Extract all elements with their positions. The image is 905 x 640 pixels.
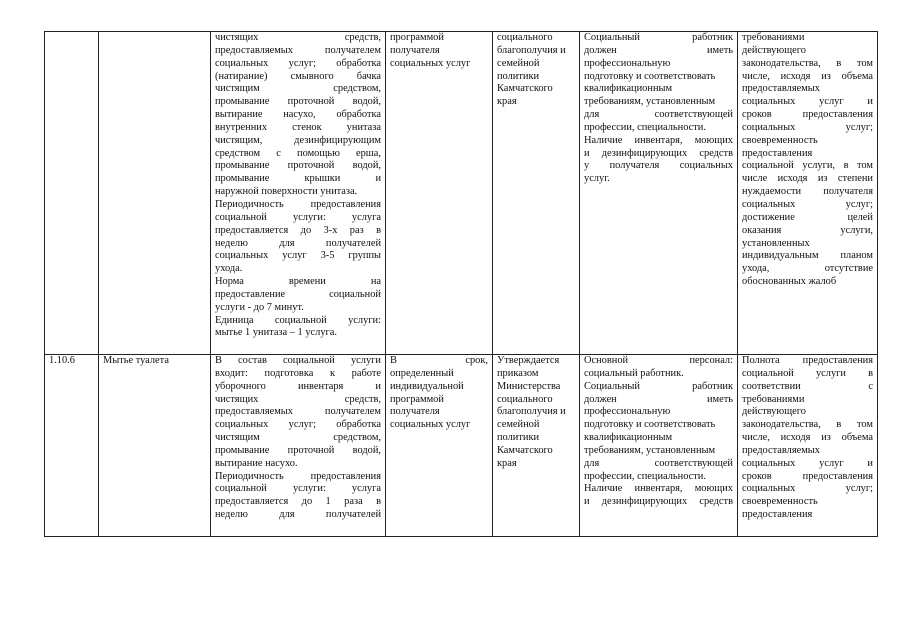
cell-text-line: чистящим средством, — [215, 83, 381, 95]
cell-text-line: действующего — [742, 44, 806, 56]
cell-text-line: профессиональную — [584, 406, 671, 418]
cell-text-line: предоставляемых — [742, 444, 820, 456]
cell-text-line: программой — [390, 32, 444, 43]
cell-text-line: социальной услуги: услуга — [215, 211, 381, 223]
cell-text-line: социальных услуг; — [742, 198, 873, 210]
cell-text-line: вытирание насухо, обработка — [215, 109, 381, 121]
cell-text-line: социальных услуг; обработка — [215, 57, 381, 69]
quality-indicators-cell — [738, 355, 878, 537]
table-row — [45, 32, 878, 355]
cell-text-line: Наличие инвентаря, моющих — [584, 483, 733, 495]
cell-text-line: Наличие инвентаря, моющих — [584, 134, 733, 146]
cell-text-line: требованиям, установленным — [584, 444, 716, 456]
cell-text-line: предоставляется до 3-х раз в — [215, 224, 381, 236]
cell-text-line: благополучия и — [497, 406, 566, 418]
cell-text-line: законодательства, в том — [742, 419, 873, 431]
cell-text-line: Полнота предоставления — [742, 355, 873, 366]
cell-text-line: требованиям, установленным — [584, 96, 716, 108]
cell-text-line: приказом — [497, 367, 539, 379]
cell-text-line: числе, исходя из объема — [742, 70, 873, 82]
cell-text-line: программой — [390, 393, 444, 405]
cell-text-line: Норма времени на — [215, 276, 381, 288]
cell-text-line: установленных — [742, 237, 810, 249]
cell-text-line: социальных услуг; — [742, 483, 873, 495]
cell-text-line: достижение целей — [742, 211, 873, 223]
cell-text-line: наружной поверхности унитаза. — [215, 186, 358, 198]
tariff-approval-cell — [493, 355, 580, 537]
cell-text-line: семейной — [497, 57, 540, 69]
cell-text-line: чистящих средств, — [215, 393, 381, 405]
cell-text-line: средством с помощью ерша, — [215, 147, 381, 159]
service-name: Мытье туалета — [103, 355, 169, 366]
service-number-cell — [45, 32, 99, 355]
cell-text-line: получателя — [390, 44, 440, 56]
cell-text-line: социальных услуг — [390, 57, 471, 69]
cell-text-line: предоставление социальной — [215, 288, 381, 300]
service-number-cell — [45, 355, 99, 537]
cell-text-line: нуждаемости получателя — [742, 186, 873, 198]
cell-text-line: Единица социальной услуги: — [215, 314, 381, 326]
cell-text-line: Министерства — [497, 380, 561, 392]
service-conditions-cell — [580, 355, 738, 537]
cell-text-line: Социальный работник — [584, 32, 733, 43]
cell-text-line: политики — [497, 432, 540, 444]
cell-text-line: своевременность — [742, 496, 818, 508]
service-content-cell — [211, 355, 386, 537]
cell-text-line: и дезинфицирующих средств — [584, 147, 733, 159]
cell-text-line: социальной услуги, в том — [742, 160, 873, 172]
cell-text-line: политики — [497, 70, 540, 82]
cell-text-line: должен иметь — [584, 393, 733, 405]
tariff-approval-cell — [493, 32, 580, 355]
cell-text-line: семейной — [497, 419, 540, 431]
service-number: 1.10.6 — [49, 355, 75, 366]
cell-text-line: края — [497, 457, 517, 469]
cell-text-line: для соответствующей — [584, 457, 733, 469]
cell-text-line: социальных услуг; обработка — [215, 419, 381, 431]
cell-text-line: промывание крышки и — [215, 173, 381, 185]
cell-text-line: чистящим средством, — [215, 432, 381, 444]
cell-text-line: чистящим, дезинфицирующим — [215, 134, 381, 146]
cell-text-line: должен иметь — [584, 44, 733, 56]
cell-text-line: (натирание) смывного бачка — [215, 70, 381, 82]
cell-text-line: социальных услуг — [390, 419, 471, 431]
cell-text-line: неделю для получателей — [215, 237, 381, 249]
service-standards-table — [44, 31, 878, 537]
cell-text-line: социального — [497, 393, 553, 405]
cell-text-line: В срок, — [390, 355, 488, 366]
cell-text-line: предоставления — [742, 509, 813, 521]
cell-text-line: вытирание насухо. — [215, 457, 298, 469]
cell-text-line: социальной услуги в — [742, 367, 873, 379]
table-row — [45, 355, 878, 537]
cell-text-line: социального — [497, 32, 553, 43]
cell-text-line: получателя — [390, 406, 440, 418]
cell-text-line: оказания услуги, — [742, 224, 873, 236]
cell-text-line: промывание проточной водой, — [215, 96, 381, 108]
service-name-cell — [99, 32, 211, 355]
service-content-cell — [211, 32, 386, 355]
cell-text-line: социальных услуг; — [742, 121, 873, 133]
cell-text-line: социальный работник. — [584, 367, 684, 379]
cell-text-line: профессии, специальности. — [584, 121, 706, 133]
cell-text-line: индивидуальной — [390, 380, 464, 392]
cell-text-line: внутренних стенок унитаза — [215, 121, 381, 133]
cell-text-line: обоснованных жалоб — [742, 276, 837, 288]
cell-text-line: Основной персонал: — [584, 355, 733, 366]
cell-text-line: сроков предоставления — [742, 109, 873, 121]
cell-text-line: мытье 1 унитаза – 1 услуга. — [215, 327, 337, 339]
cell-text-line: квалификационным — [584, 432, 673, 444]
cell-text-line: услуг. — [584, 173, 610, 185]
cell-text-line: требованиями — [742, 32, 805, 43]
cell-text-line: предоставляемых получателем — [215, 406, 381, 418]
cell-text-line: профессиональную — [584, 57, 671, 69]
service-term-cell — [386, 355, 493, 537]
cell-text-line: требованиями — [742, 393, 805, 405]
cell-text-line: социальных услуг и — [742, 457, 873, 469]
cell-text-line: социальных услуг 3-5 группы — [215, 250, 381, 262]
cell-text-line: промывание проточной водой, — [215, 444, 381, 456]
cell-text-line: Периодичность предоставления — [215, 470, 381, 482]
cell-text-line: края — [497, 96, 517, 108]
cell-text-line: действующего — [742, 406, 806, 418]
cell-text-line: услуги - до 7 минут. — [215, 301, 304, 313]
cell-text-line: законодательства, в том — [742, 57, 873, 69]
cell-text-line: и дезинфицирующих средств — [584, 496, 733, 508]
cell-text-line: Утверждается — [497, 355, 560, 366]
cell-text-line: определенный — [390, 367, 454, 379]
cell-text-line: числе исходя из степени — [742, 173, 873, 185]
cell-text-line: своевременность — [742, 134, 818, 146]
cell-text-line: уборочного инвентаря и — [215, 380, 381, 392]
cell-text-line: Камчатского — [497, 444, 553, 456]
cell-text-line: у получателя социальных — [584, 160, 733, 172]
cell-text-line: В состав социальной услуги — [215, 355, 381, 366]
cell-text-line: ухода, отсутствие — [742, 263, 873, 275]
cell-text-line: неделю для получателей — [215, 509, 381, 521]
cell-text-line: квалификационным — [584, 83, 673, 95]
service-term-cell — [386, 32, 493, 355]
cell-text-line: сроков предоставления — [742, 470, 873, 482]
cell-text-line: предоставляется до 1 раза в — [215, 496, 381, 508]
cell-text-line: предоставляемых — [742, 83, 820, 95]
cell-text-line: числе, исходя из объема — [742, 432, 873, 444]
cell-text-line: предоставляемых получателем — [215, 44, 381, 56]
cell-text-line: чистящих средств, — [215, 32, 381, 43]
cell-text-line: соответствии с — [742, 380, 873, 392]
cell-text-line: Периодичность предоставления — [215, 198, 381, 210]
cell-text-line: социальных услуг и — [742, 96, 873, 108]
cell-text-line: промывание проточной водой, — [215, 160, 381, 172]
cell-text-line: предоставления — [742, 147, 813, 159]
cell-text-line: входит: подготовка к работе — [215, 367, 381, 379]
cell-text-line: для соответствующей — [584, 109, 733, 121]
quality-indicators-cell — [738, 32, 878, 355]
cell-text-line: социальной услуги: услуга — [215, 483, 381, 495]
cell-text-line: ухода. — [215, 263, 243, 275]
cell-text-line: подготовку и соответствовать — [584, 70, 716, 82]
cell-text-line: Камчатского — [497, 83, 553, 95]
service-conditions-cell — [580, 32, 738, 355]
service-name-cell — [99, 355, 211, 537]
cell-text-line: Социальный работник — [584, 380, 733, 392]
cell-text-line: профессии, специальности. — [584, 470, 706, 482]
cell-text-line: подготовку и соответствовать — [584, 419, 716, 431]
cell-text-line: индивидуальным планом — [742, 250, 873, 262]
cell-text-line: благополучия и — [497, 44, 566, 56]
